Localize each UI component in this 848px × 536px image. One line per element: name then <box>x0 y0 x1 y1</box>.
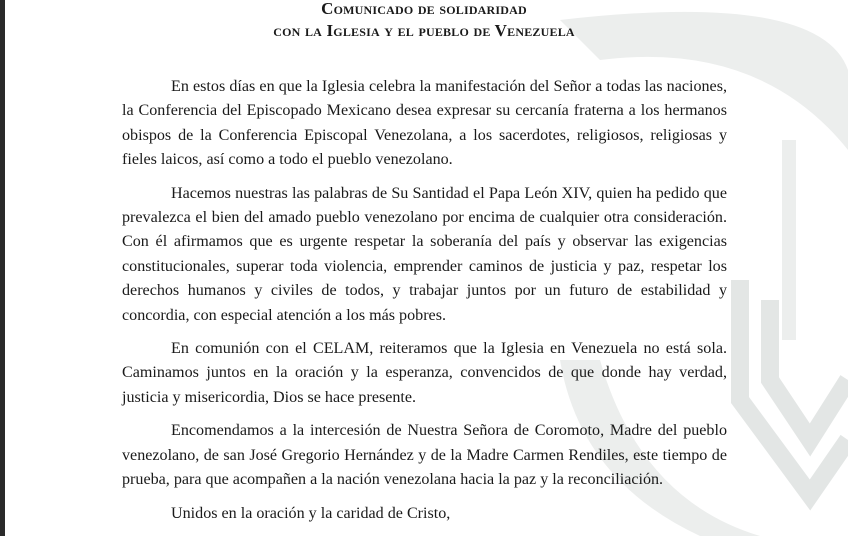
document-body <box>122 75 727 535</box>
paragraph-1: En estos días en que la Iglesia celebra la manifestación del Señor a todas las naciones, la Conferencia del Episcopado Mexicano desea expresar su cercanía fraterna a los hermanos obispos de la Conferencia Episcopal Venezolana, a los sacerdotes, religiosos, religiosas y fieles laicos, así como a todo el pueblo venezolano. <box>122 78 727 169</box>
document-heading-line-1: Comunicado de solidaridad <box>321 0 527 18</box>
watermark-bar <box>782 140 796 340</box>
paragraph-2: Hacemos nuestras las palabras de Su Santidad el Papa León XIV, quien ha pedido que prevalezca el bien del amado pueblo venezolano por encima de cualquier otra consideración. Con él afirmamos que es urgente respetar la soberanía del país y observar las exigencias constitucionales, superar toda violencia, emprender caminos de justicia y paz, respetar los derechos humanos y civiles de todos, y trabajar juntos por un futuro de estabilidad y concordia, con especial atención a los más pobres. <box>122 184 727 324</box>
paragraph-4: Encomendamos a la intercesión de Nuestra Señora de Coromoto, Madre del pueblo venezolano, de san José Gregorio Hernández y de la Madre Carmen Rendiles, este tiempo de prueba, para que acompañen a la nación venezolana hacia la paz y la reconciliación. <box>122 422 727 489</box>
document-heading-line-2: con la Iglesia y el pueblo de Venezuela <box>273 21 575 40</box>
closing-line: Unidos en la oración y la caridad de Cristo, <box>171 504 451 522</box>
paragraph-3: En comunión con el CELAM, reiteramos que la Iglesia en Venezuela no está sola. Caminamos juntos en la oración y la esperanza, convencidos de que donde hay verdad, justicia y misericordia, Dios se hace presente. <box>122 340 727 406</box>
